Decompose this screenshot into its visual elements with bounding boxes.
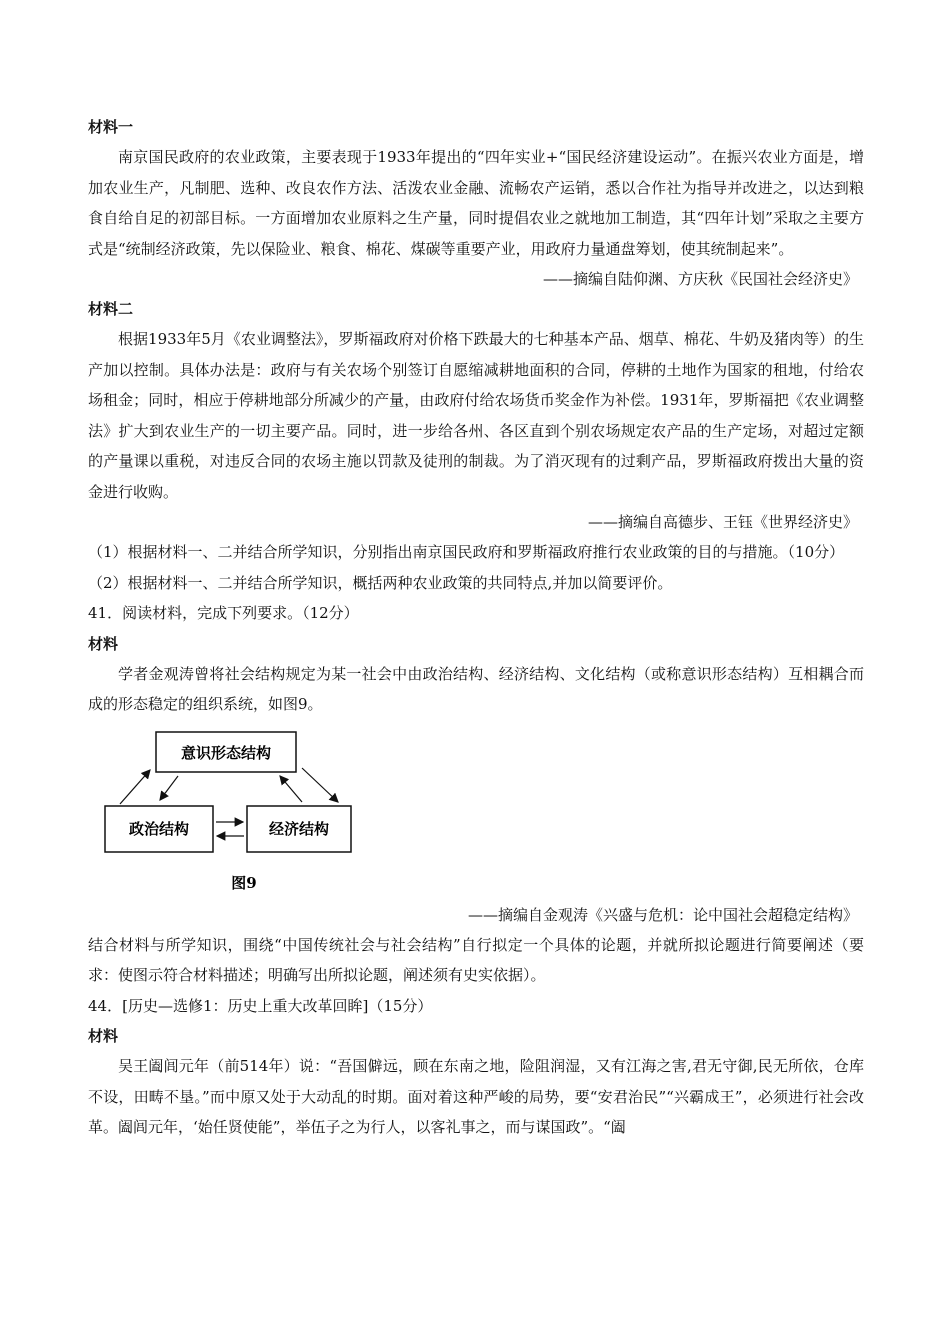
economy-label: 经济结构 [268,819,330,838]
arrow-ideology-to-economy [302,768,338,802]
exam-page [88,112,864,1143]
material2-heading: 材料二 [88,300,134,318]
arrow-economy-to-ideology [280,776,302,802]
question-40-2: （2）根据材料一、二并结合所学知识，概括两种农业政策的共同特点,并加以简要评价。 [88,573,673,592]
structure-diagram [88,720,408,898]
material1-heading: 材料一 [88,118,134,136]
material1-paragraph: 南京国民政府的农业政策，主要表现于1933年提出的“四年实业+“国民经济建设运动”。在振兴农业方面是，增加农业生产，凡制肥、选种、改良农作方法、活泼农业金融、流畅农产运销，悉以合作社为指导并改进之，以达到粮食自给自足的初部目标。一方面增加农业原料之生产量，同时提倡农业之就地加工制造，其“四年计划”采取之主要方式是“统制经济政策，先以保险业、粮食、棉花、煤碳等重要产业，用政府力量通盘筹划，使其统制起来”。 [88,148,864,258]
question-41-title: 41．阅读材料，完成下列要求。（12分） [88,604,359,622]
material-heading-41: 材料 [88,634,119,653]
arrow-ideology-to-politics [160,776,178,800]
material2-source: ——摘编自高德步、王钰《世界经济史》 [587,513,858,531]
figure-caption: 图9 [231,873,257,892]
question-41-source: ——摘编自金观涛《兴盛与危机：论中国社会超稳定结构》 [467,905,858,924]
figure-9-diagram [88,720,864,900]
material2-paragraph: 根据1933年5月《农业调整法》，罗斯福政府对价格下跌最大的七种基本产品、烟草、棉花、牛奶及猪肉等）的生产加以控制。具体办法是：政府与有关农场个别签订自愿缩减耕地面积的合同，停耕的土地作为国家的租地，付给农场租金；同时，相应于停耕地部分所减少的产量，由政府付给农场货币奖金作为补偿。1931年，罗斯福把《农业调整法》扩大到农业生产的一切主要产品。同时，进一步给各州、各区直到个别农场规定农产品的生产定场，对超过定额的产量课以重税，对违反合同的农场主施以罚款及徒刑的制裁。为了消灭现有的过剩产品，罗斯福政府拨出大量的资金进行收购。 [88,330,864,501]
politics-label: 政治结构 [128,819,190,838]
question-41-paragraph: 学者金观涛曾将社会结构规定为某一社会中由政治结构、经济结构、文化结构（或称意识形态结构）互相耦合而成的形态稳定的组织系统，如图9。 [88,664,864,713]
material1-source: ——摘编自陆仰渊、方庆秋《民国社会经济史》 [542,270,858,288]
material-heading-44: 材料 [88,1027,119,1045]
question-44-paragraph: 吴王阖闾元年（前514年）说：“吾国僻远，顾在东南之地，险阻润湿，又有江海之害,君无守御,民无所依，仓库不设，田畴不垦。”而中原又处于大动乱的时期。面对着这种严峻的局势，要“安君治民”“兴霸成王”，必须进行社会改革。阖闾元年，‘始任贤使能”，举伍子之为行人，以客礼事之，而与谋国政”。“阖 [88,1057,864,1136]
arrow-politics-to-ideology [120,770,150,804]
question-44-title: 44．[历史—选修1：历史上重大改革回眸]（15分） [88,996,433,1015]
question-40-1: （1）根据材料一、二并结合所学知识，分别指出南京国民政府和罗斯福政府推行农业政策的目的与措施。（10分） [88,543,845,561]
ideology-label: 意识形态结构 [180,743,272,762]
question-41-task: 结合材料与所学知识，围绕“中国传统社会与社会结构”自行拟定一个具体的论题，并就所拟论题进行简要阐述（要求：使图示符合材料描述；明确写出所拟论题，阐述须有史实依据）。 [88,935,864,984]
